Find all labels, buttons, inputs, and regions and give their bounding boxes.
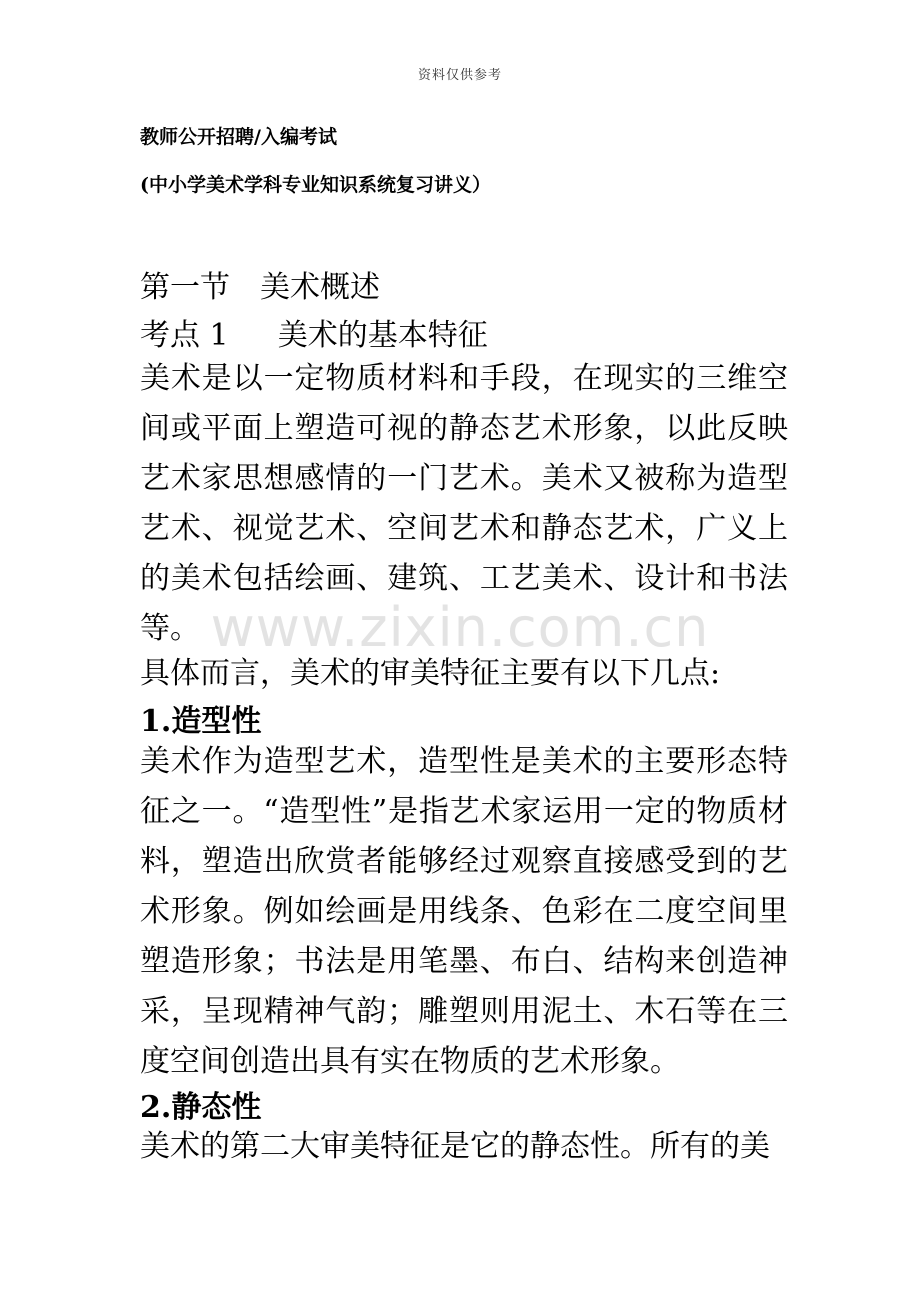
subheading-modeling: 1.造型性 [140, 704, 262, 739]
header-note: 资料仅供参考 [417, 68, 502, 83]
document-title: 教师公开招聘/入编考试 [140, 126, 337, 148]
watermark-text: www.zixin.com.cn [210, 596, 710, 659]
document-subtitle: (中小学美术学科专业知识系统复习讲义） [140, 174, 491, 196]
section-heading: 第一节 美术概述 [140, 270, 380, 305]
paragraph-static: 美术的第二大审美特征是它的静态性。所有的美 [140, 1129, 770, 1164]
paragraph-features-intro: 具体而言，美术的审美特征主要有以下几点: [140, 656, 721, 691]
paragraph-definition: 美术是以一定物质材料和手段，在现实的三维空间或平面上塑造可视的静态艺术形象，以此反映艺术家思想感情的一门艺术。美术又被称为造型艺术、视觉艺术、空间艺术和静态艺术，广义上的美术包括绘画、建筑、工艺美术、设计和书法等。 [140, 361, 788, 646]
subheading-static: 2.静态性 [140, 1090, 262, 1125]
point-heading: 考点 1 美术的基本特征 [140, 318, 488, 353]
paragraph-modeling: 美术作为造型艺术，造型性是美术的主要形态特征之一。“造型性”是指艺术家运用一定的物质材料，塑造出欣赏者能够经过观察直接感受到的艺术形象。例如绘画是用线条、色彩在二度空间里塑造形象；书法是用笔墨、布白、结构来创造神采，呈现精神气韵；雕塑则用泥土、木石等在三度空间创造出具有实在物质的艺术形象。 [140, 744, 788, 1079]
